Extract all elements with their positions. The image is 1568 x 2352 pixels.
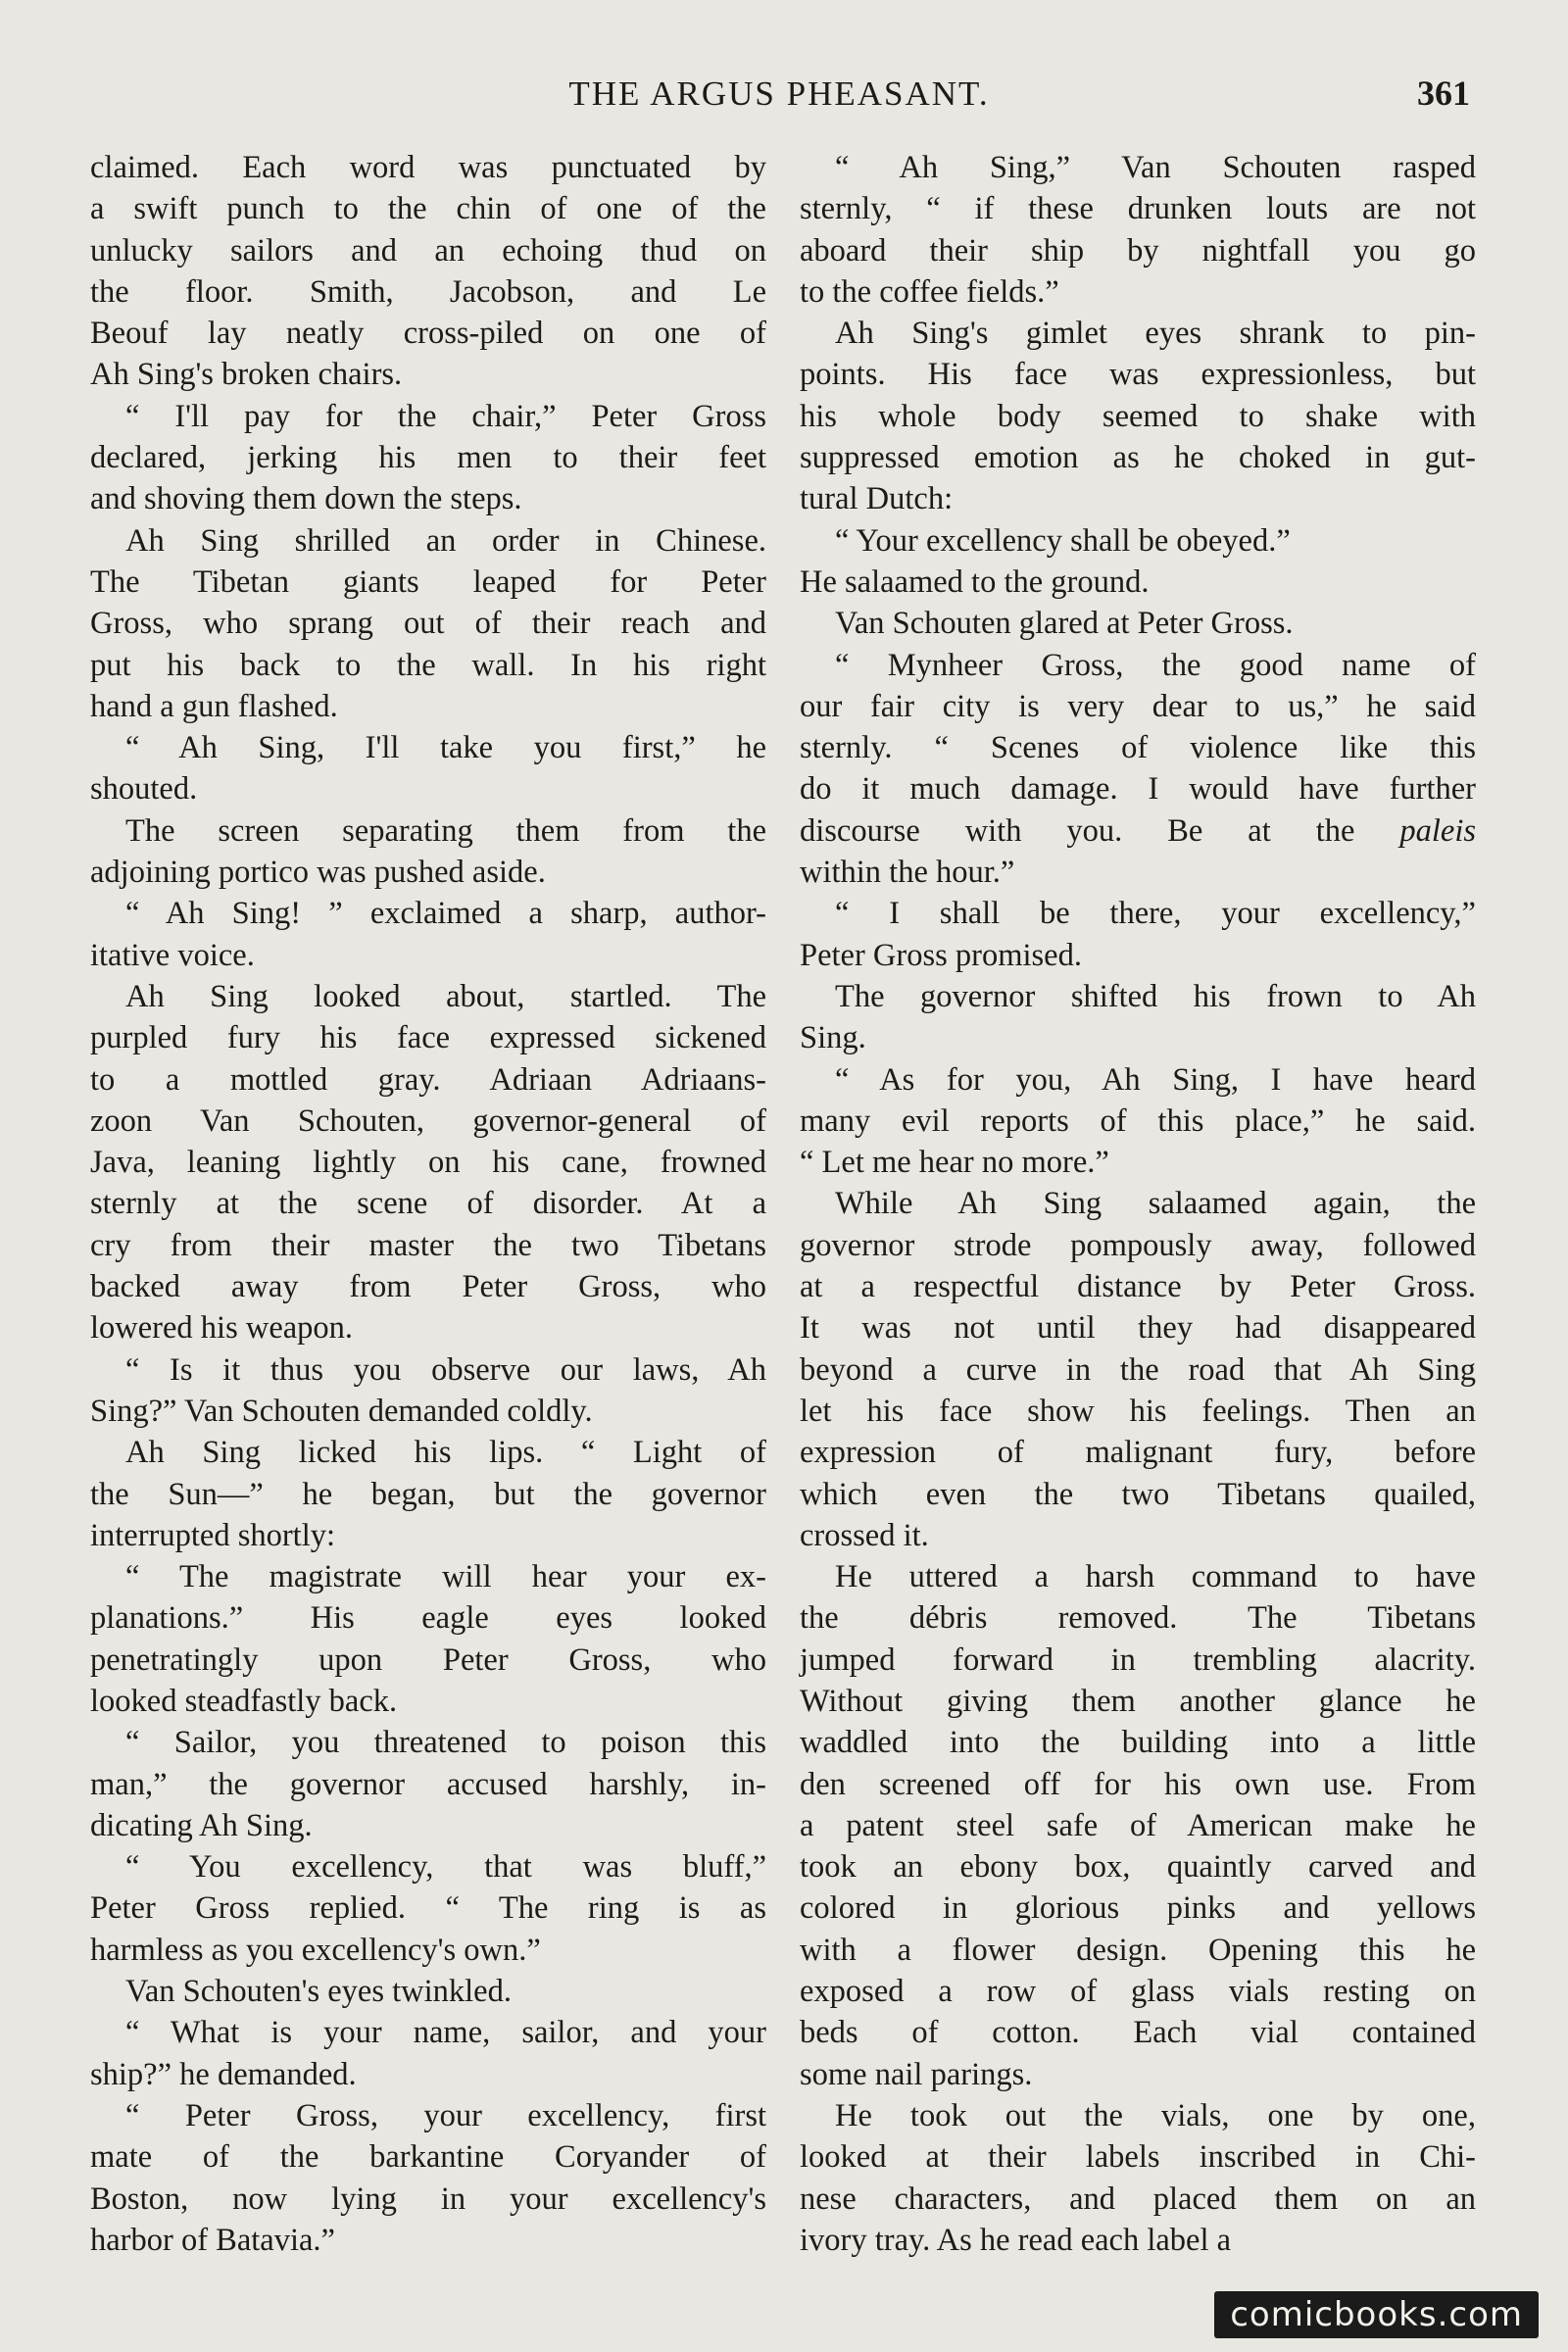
text-line: “ Ah Sing, I'll take you first,” he <box>125 730 766 766</box>
text-line: “ You excellency, that was bluff,” <box>125 1849 766 1886</box>
text-line: He took out the vials, one by one, <box>835 2097 1476 2133</box>
text-line: Sing?” Van Schouten demanded coldly. <box>90 1393 593 1429</box>
site-watermark: comicbooks.com <box>1214 2291 1539 2338</box>
text-line: at a respectful distance by Peter Gross. <box>800 1269 1476 1305</box>
text-line: exposed a row of glass vials resting on <box>800 1974 1476 2010</box>
text-line: do it much damage. I would have further <box>800 771 1476 808</box>
text-line: sternly. “ Scenes of violence like this <box>800 730 1476 766</box>
text-line: sternly, “ if these drunken louts are not <box>800 191 1476 227</box>
text-line: Peter Gross replied. “ The ring is as <box>90 1890 766 1927</box>
text-line: expression of malignant fury, before <box>800 1435 1476 1471</box>
text-line: ship?” he demanded. <box>90 2056 357 2092</box>
text-line: governor strode pompously away, followed <box>800 1227 1476 1263</box>
text-line: some nail parings. <box>800 2056 1033 2092</box>
text-line: nese characters, and placed them on an <box>800 2180 1476 2217</box>
text-line: Peter Gross promised. <box>800 937 1082 973</box>
text-line: crossed it. <box>800 1517 929 1553</box>
text-line: our fair city is very dear to us,” he said <box>800 688 1476 724</box>
text-line: mate of the barkantine Coryander of <box>90 2139 766 2176</box>
text-line: beyond a curve in the road that Ah Sing <box>800 1351 1476 1388</box>
text-line: “ I shall be there, your excellency,” <box>835 896 1476 932</box>
text-line: aboard their ship by nightfall you go <box>800 232 1476 269</box>
text-line: unlucky sailors and an echoing thud on <box>90 232 766 269</box>
text-line: ivory tray. As he read each label a <box>800 2222 1232 2258</box>
text-line: Ah Sing's broken chairs. <box>90 357 403 393</box>
text-line: the floor. Smith, Jacobson, and Le <box>90 273 766 310</box>
right-column <box>800 147 1476 2261</box>
text-line: The screen separating them from the <box>125 812 766 849</box>
text-line: to the coffee fields.” <box>800 273 1059 310</box>
text-line: “ Mynheer Gross, the good name of <box>835 647 1476 683</box>
text-line: harmless as you excellency's own.” <box>90 1932 541 1968</box>
text-line: itative voice. <box>90 937 255 973</box>
text-line: suppressed emotion as he choked in gut- <box>800 440 1476 476</box>
text-line: sternly at the scene of disorder. At a <box>90 1186 766 1222</box>
left-column <box>90 147 766 2261</box>
text-line: jumped forward in trembling alacrity. <box>800 1642 1476 1678</box>
text-line: within the hour.” <box>800 855 1015 891</box>
text-line: the Sun—” he began, but the governor <box>90 1476 766 1512</box>
text-line: “ Ah Sing,” Van Schouten rasped <box>835 150 1476 185</box>
text-line: lowered his weapon. <box>90 1310 354 1347</box>
text-line: his whole body seemed to shake with <box>800 398 1476 434</box>
text-line: “ What is your name, sailor, and your <box>125 2015 766 2051</box>
text-line: den screened off for his own use. From <box>800 1766 1476 1802</box>
text-line: dicating Ah Sing. <box>90 1807 313 1843</box>
text-line: Ah Sing shrilled an order in Chinese. <box>125 522 766 559</box>
text-line: adjoining portico was pushed aside. <box>90 855 546 891</box>
text-line: He uttered a harsh command to have <box>835 1559 1476 1595</box>
running-title: THE ARGUS PHEASANT. <box>568 74 990 113</box>
text-line: declared, jerking his men to their feet <box>90 440 766 476</box>
text-line: “ Let me hear no more.” <box>800 1145 1109 1181</box>
text-line: points. His face was expressionless, but <box>800 357 1476 393</box>
text-line: Gross, who sprang out of their reach and <box>90 606 766 642</box>
text-line: a patent steel safe of American make he <box>800 1807 1476 1843</box>
text-line: Boston, now lying in your excellency's <box>90 2180 766 2217</box>
text-line: He salaamed to the ground. <box>800 564 1150 600</box>
text-line: backed away from Peter Gross, who <box>90 1269 766 1305</box>
text-line: Java, leaning lightly on his cane, frowned <box>90 1145 766 1181</box>
text-line: Van Schouten glared at Peter Gross. <box>835 606 1294 642</box>
text-line: “ Ah Sing! ” exclaimed a sharp, author- <box>125 896 766 932</box>
text-line: took an ebony box, quaintly carved and <box>800 1849 1476 1886</box>
page-header <box>78 67 1480 125</box>
text-line: The Tibetan giants leaped for Peter <box>90 564 766 600</box>
text-line: “ As for you, Ah Sing, I have heard <box>835 1061 1476 1098</box>
text-line: Without giving them another glance he <box>800 1683 1476 1719</box>
text-line: man,” the governor accused harshly, in- <box>90 1766 766 1802</box>
text-line: discourse with you. Be at the paleis <box>800 812 1476 849</box>
text-line: Van Schouten's eyes twinkled. <box>125 1974 512 2010</box>
text-line: “ I'll pay for the chair,” Peter Gross <box>125 398 766 434</box>
text-line: “ The magistrate will hear your ex- <box>125 1559 766 1595</box>
text-line: looked at their labels inscribed in Chi- <box>800 2139 1476 2176</box>
text-line: tural Dutch: <box>800 481 954 517</box>
text-line: shouted. <box>90 771 198 808</box>
text-line: looked steadfastly back. <box>90 1683 398 1719</box>
text-line: let his face show his feelings. Then an <box>800 1393 1476 1429</box>
text-line: a swift punch to the chin of one of the <box>90 191 766 227</box>
text-line: with a flower design. Opening this he <box>800 1932 1476 1968</box>
text-line: Sing. <box>800 1020 866 1056</box>
page-number: 361 <box>1417 74 1470 113</box>
text-line: hand a gun flashed. <box>90 688 338 724</box>
text-line: many evil reports of this place,” he said. <box>800 1102 1476 1139</box>
text-line: “ Peter Gross, your excellency, first <box>125 2097 766 2133</box>
text-line: While Ah Sing salaamed again, the <box>835 1186 1476 1222</box>
text-line: harbor of Batavia.” <box>90 2222 335 2258</box>
text-line: to a mottled gray. Adriaan Adriaans- <box>90 1061 766 1098</box>
text-line: and shoving them down the steps. <box>90 481 522 517</box>
text-line: interrupted shortly: <box>90 1517 336 1553</box>
text-line: cry from their master the two Tibetans <box>90 1227 766 1263</box>
text-line: planations.” His eagle eyes looked <box>90 1600 766 1637</box>
text-line: colored in glorious pinks and yellows <box>800 1890 1476 1927</box>
text-line: “ Your excellency shall be obeyed.” <box>835 522 1291 559</box>
text-line: put his back to the wall. In his right <box>90 647 766 683</box>
text-line: zoon Van Schouten, governor-general of <box>90 1102 766 1139</box>
text-line: which even the two Tibetans quailed, <box>800 1476 1476 1512</box>
text-line: Ah Sing's gimlet eyes shrank to pin- <box>835 316 1476 352</box>
text-line: Ah Sing licked his lips. “ Light of <box>125 1435 766 1471</box>
text-line: “ Is it thus you observe our laws, Ah <box>125 1351 766 1388</box>
text-line: penetratingly upon Peter Gross, who <box>90 1642 766 1678</box>
text-line: Beouf lay neatly cross-piled on one of <box>90 316 766 352</box>
text-line: “ Sailor, you threatened to poison this <box>125 1725 766 1761</box>
text-line: waddled into the building into a little <box>800 1725 1476 1761</box>
text-line: The governor shifted his frown to Ah <box>835 978 1476 1014</box>
text-line: purpled fury his face expressed sickened <box>90 1020 766 1056</box>
text-line: claimed. Each word was punctuated by <box>90 150 766 185</box>
text-line: It was not until they had disappeared <box>800 1310 1476 1347</box>
text-line: Ah Sing looked about, startled. The <box>125 978 766 1014</box>
text-line: beds of cotton. Each vial contained <box>800 2015 1476 2051</box>
text-line: the débris removed. The Tibetans <box>800 1600 1476 1637</box>
